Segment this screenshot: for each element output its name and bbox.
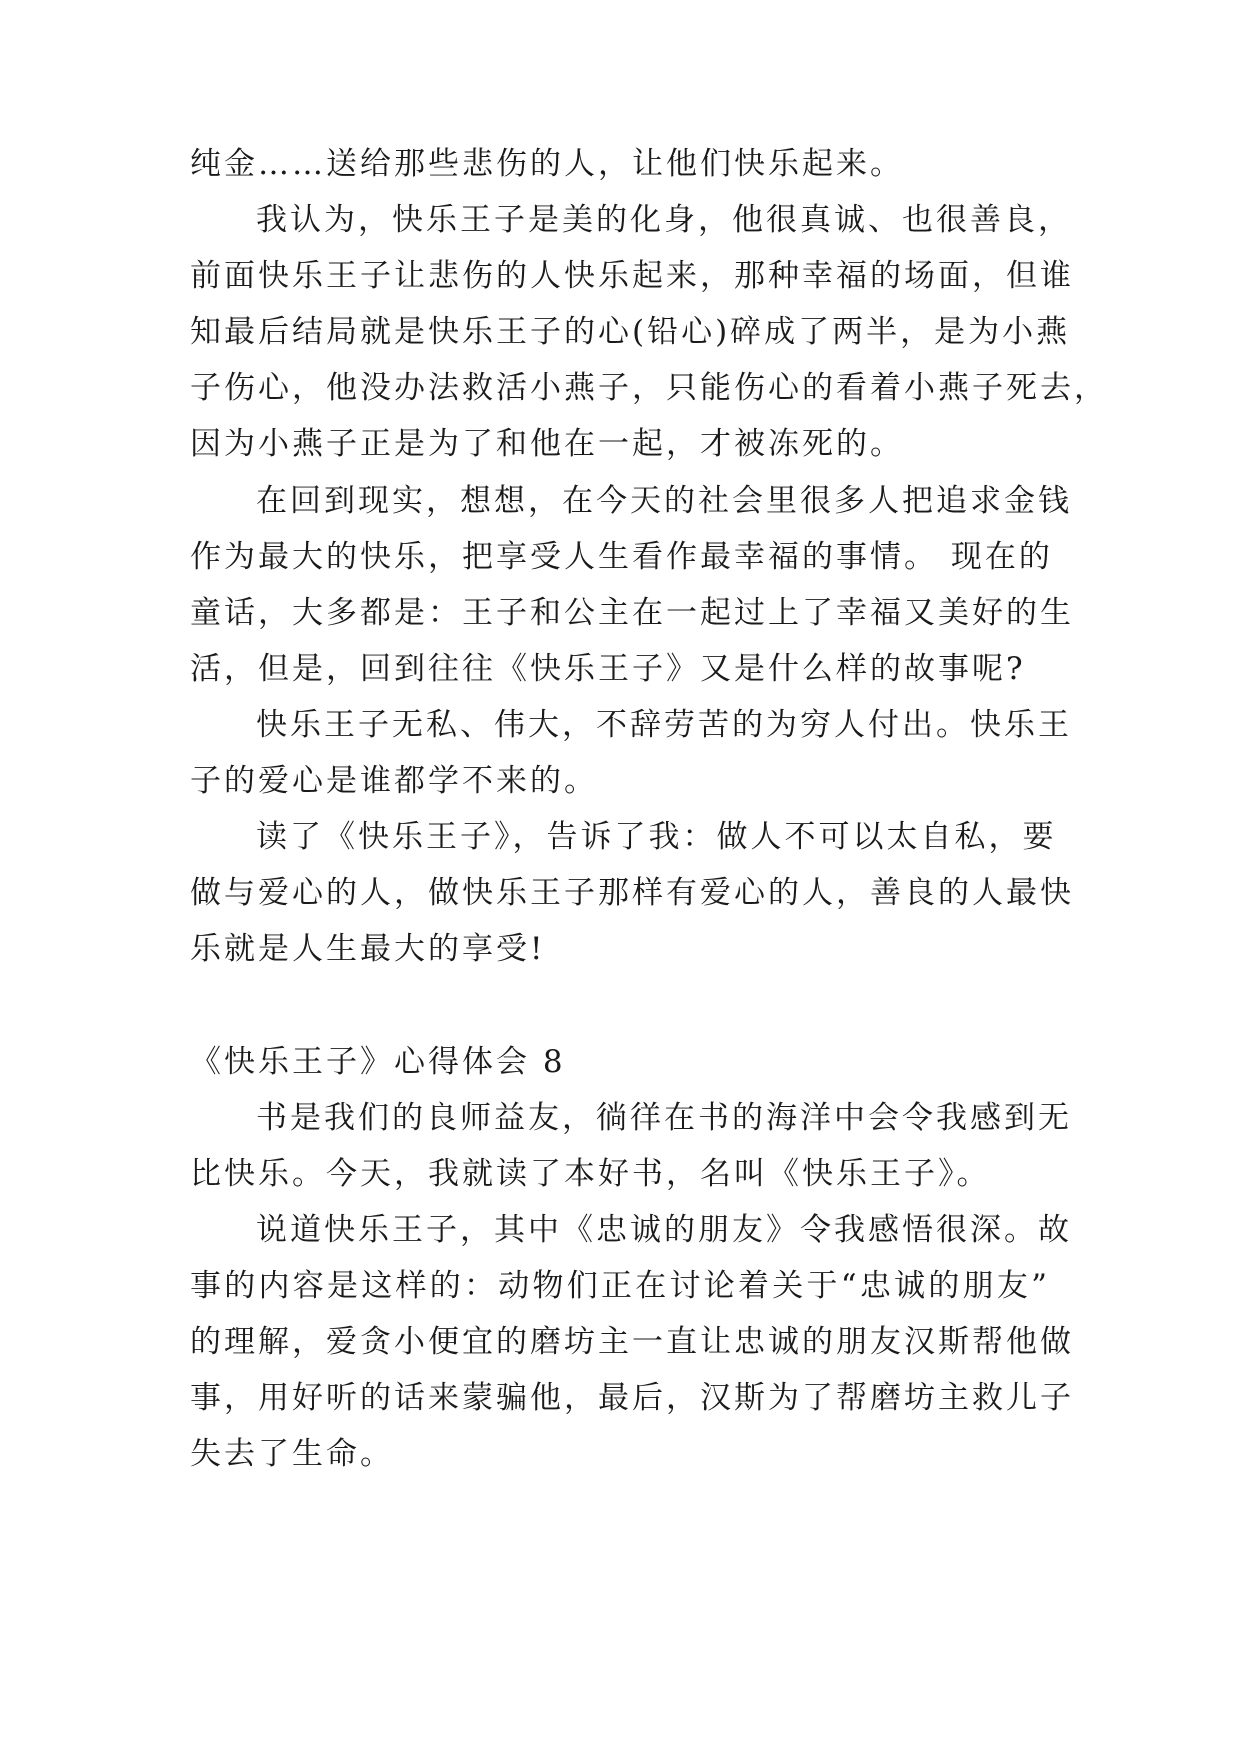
paragraph-line: 事的内容是这样的：动物们正在讨论着关于“忠诚的朋友”	[190, 1268, 1050, 1304]
paragraph-line: 失去了生命。	[190, 1436, 394, 1472]
paragraph-line: 读了《快乐王子》，告诉了我：做人不可以太自私，要	[256, 819, 1057, 855]
paragraph-line: 乐就是人生最大的享受!	[190, 931, 546, 967]
paragraph-line: 子的爱心是谁都学不来的。	[190, 763, 598, 799]
paragraph-line: 作为最大的快乐，把享受人生看作最幸福的事情。 现在的	[190, 539, 1053, 575]
paragraph-line: 事，用好听的话来蒙骗他，最后，汉斯为了帮磨坊主救儿子	[190, 1380, 1074, 1416]
paragraph-line: 做与爱心的人，做快乐王子那样有爱心的人，善良的人最快	[190, 875, 1074, 911]
paragraph-line: 在回到现实，想想，在今天的社会里很多人把追求金钱	[256, 483, 1072, 519]
paragraph-line: 比快乐。今天，我就读了本好书，名叫《快乐王子》。	[190, 1156, 991, 1192]
paragraph-line: 纯金……送给那些悲伤的人，让他们快乐起来。	[190, 146, 904, 182]
paragraph-line: 因为小燕子正是为了和他在一起，才被冻死的。	[190, 426, 904, 462]
paragraph-line: 前面快乐王子让悲伤的人快乐起来，那种幸福的场面，但谁	[190, 258, 1074, 294]
paragraph-line: 快乐王子无私、伟大，不辞劳苦的为穷人付出。快乐王	[256, 707, 1072, 743]
paragraph-line: 童话，大多都是：王子和公主在一起过上了幸福又美好的生	[190, 595, 1074, 631]
paragraph-line: 说道快乐王子，其中《忠诚的朋友》令我感悟很深。故	[256, 1212, 1072, 1248]
paragraph-line: 的理解，爱贪小便宜的磨坊主一直让忠诚的朋友汉斯帮他做	[190, 1324, 1074, 1360]
paragraph-line: 知最后结局就是快乐王子的心(铅心)碎成了两半，是为小燕	[190, 314, 1071, 350]
paragraph-line: 活，但是，回到往往《快乐王子》又是什么样的故事呢?	[190, 651, 1026, 687]
section-heading: 《快乐王子》心得体会 8	[190, 1044, 566, 1080]
paragraph-line: 子伤心，他没办法救活小燕子，只能伤心的看着小燕子死去，	[190, 370, 1108, 406]
paragraph-line: 书是我们的良师益友，徜徉在书的海洋中会令我感到无	[256, 1100, 1072, 1136]
paragraph-line: 我认为，快乐王子是美的化身，他很真诚、也很善良，	[256, 202, 1072, 238]
